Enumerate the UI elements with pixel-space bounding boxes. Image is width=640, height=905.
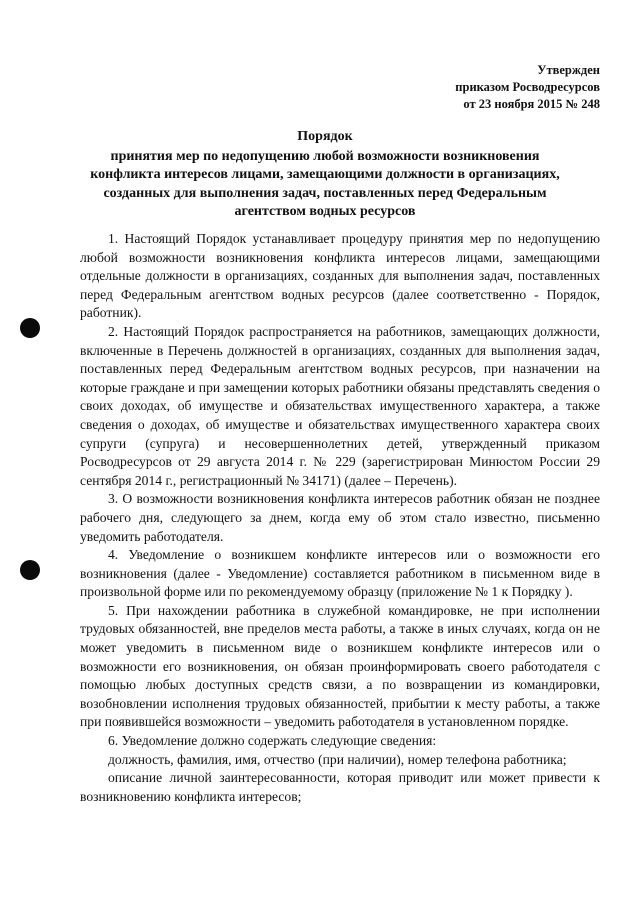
paragraph-6: 6. Уведомление должно содержать следующие сведения: xyxy=(108,733,437,749)
punch-hole xyxy=(20,318,40,338)
document-body xyxy=(80,230,600,806)
title-heading: Порядок xyxy=(297,129,353,144)
paragraph-3: 3. О возможности возникновения конфликта интересов работник обязан не позднее рабочего дня, следующего за днем, когда ему об этом стало известно, письменно уведомить работодателя. xyxy=(80,491,600,544)
title-line: принятия мер по недопущению любой возможности возникновения xyxy=(110,148,540,164)
paragraph-1: 1. Настоящий Порядок устанавливает процедуру принятия мер по недопущению любой возможности возникновения конфликта интересов лицами, замещающими отдельные должности в организациях, созданных для выполнения задач, поставленных перед Федеральным агентством водных ресурсов (далее соответственно - Порядок, работник). xyxy=(80,231,600,321)
paragraph-5: 5. При нахождении работника в служебной командировке, не при исполнении трудовых обязанностей, вне пределов места работы, а также в иных случаях, когда он не может уведомить в письменном виде о возникшем конфликте интересов или о возможности его возникновения, он обязан проинформировать своего работодателя с помощью любых доступных средств связи, а по возвращении из командировки, возобновлении исполнения трудовых обязанностей, прибытии к месту работы, а также при появившейся возможности – уведомить работодателя в установленном порядке. xyxy=(80,602,600,730)
approval-line: от 23 ноября 2015 № 248 xyxy=(463,97,600,111)
approval-line: приказом Росводресурсов xyxy=(455,80,600,94)
punch-hole xyxy=(20,560,40,580)
paragraph-4: 4. Уведомление о возникшем конфликте интересов или о возможности его возникновения (далее - Уведомление) составляется работником в письменном виде в произвольной форме или по рекомендуемому образцу (приложение № 1 к Порядку ). xyxy=(80,547,600,600)
paragraph-2: 2. Настоящий Порядок распространяется на работников, замещающих должности, включенные в Перечень должностей в организациях, созданных для выполнения задач, поставленных перед Федеральным агентством водных ресурсов, при назначении на которые граждане и при замещении которых работники обязаны представлять сведения о своих доходах, об имуществе и обязательствах имущественного характера, а также сведения о доходах, об имуществе и обязательствах имущественного характера своих супруги (супруга) и несовершеннолетних детей, утвержденный приказом Росводресурсов от 29 августа 2014 г. № 229 (зарегистрирован Минюстом России 29 сентября 2014 г., регистрационный № 34171) (далее – Перечень). xyxy=(80,323,600,488)
approval-line: Утвержден xyxy=(537,63,600,77)
document-title xyxy=(90,128,560,222)
title-line: конфликта интересов лицами, замещающими должности в организациях, xyxy=(90,167,560,182)
approval-stamp xyxy=(455,62,600,113)
paragraph-6-item: должность, фамилия, имя, отчество (при наличии), номер телефона работника; xyxy=(108,751,567,767)
title-line: агентством водных ресурсов xyxy=(234,204,416,219)
paragraph-6-item: описание личной заинтересованности, которая приводит или может привести к возникновению конфликта интересов; xyxy=(80,770,600,804)
title-line: созданных для выполнения задач, поставленных перед Федеральным xyxy=(103,185,547,201)
